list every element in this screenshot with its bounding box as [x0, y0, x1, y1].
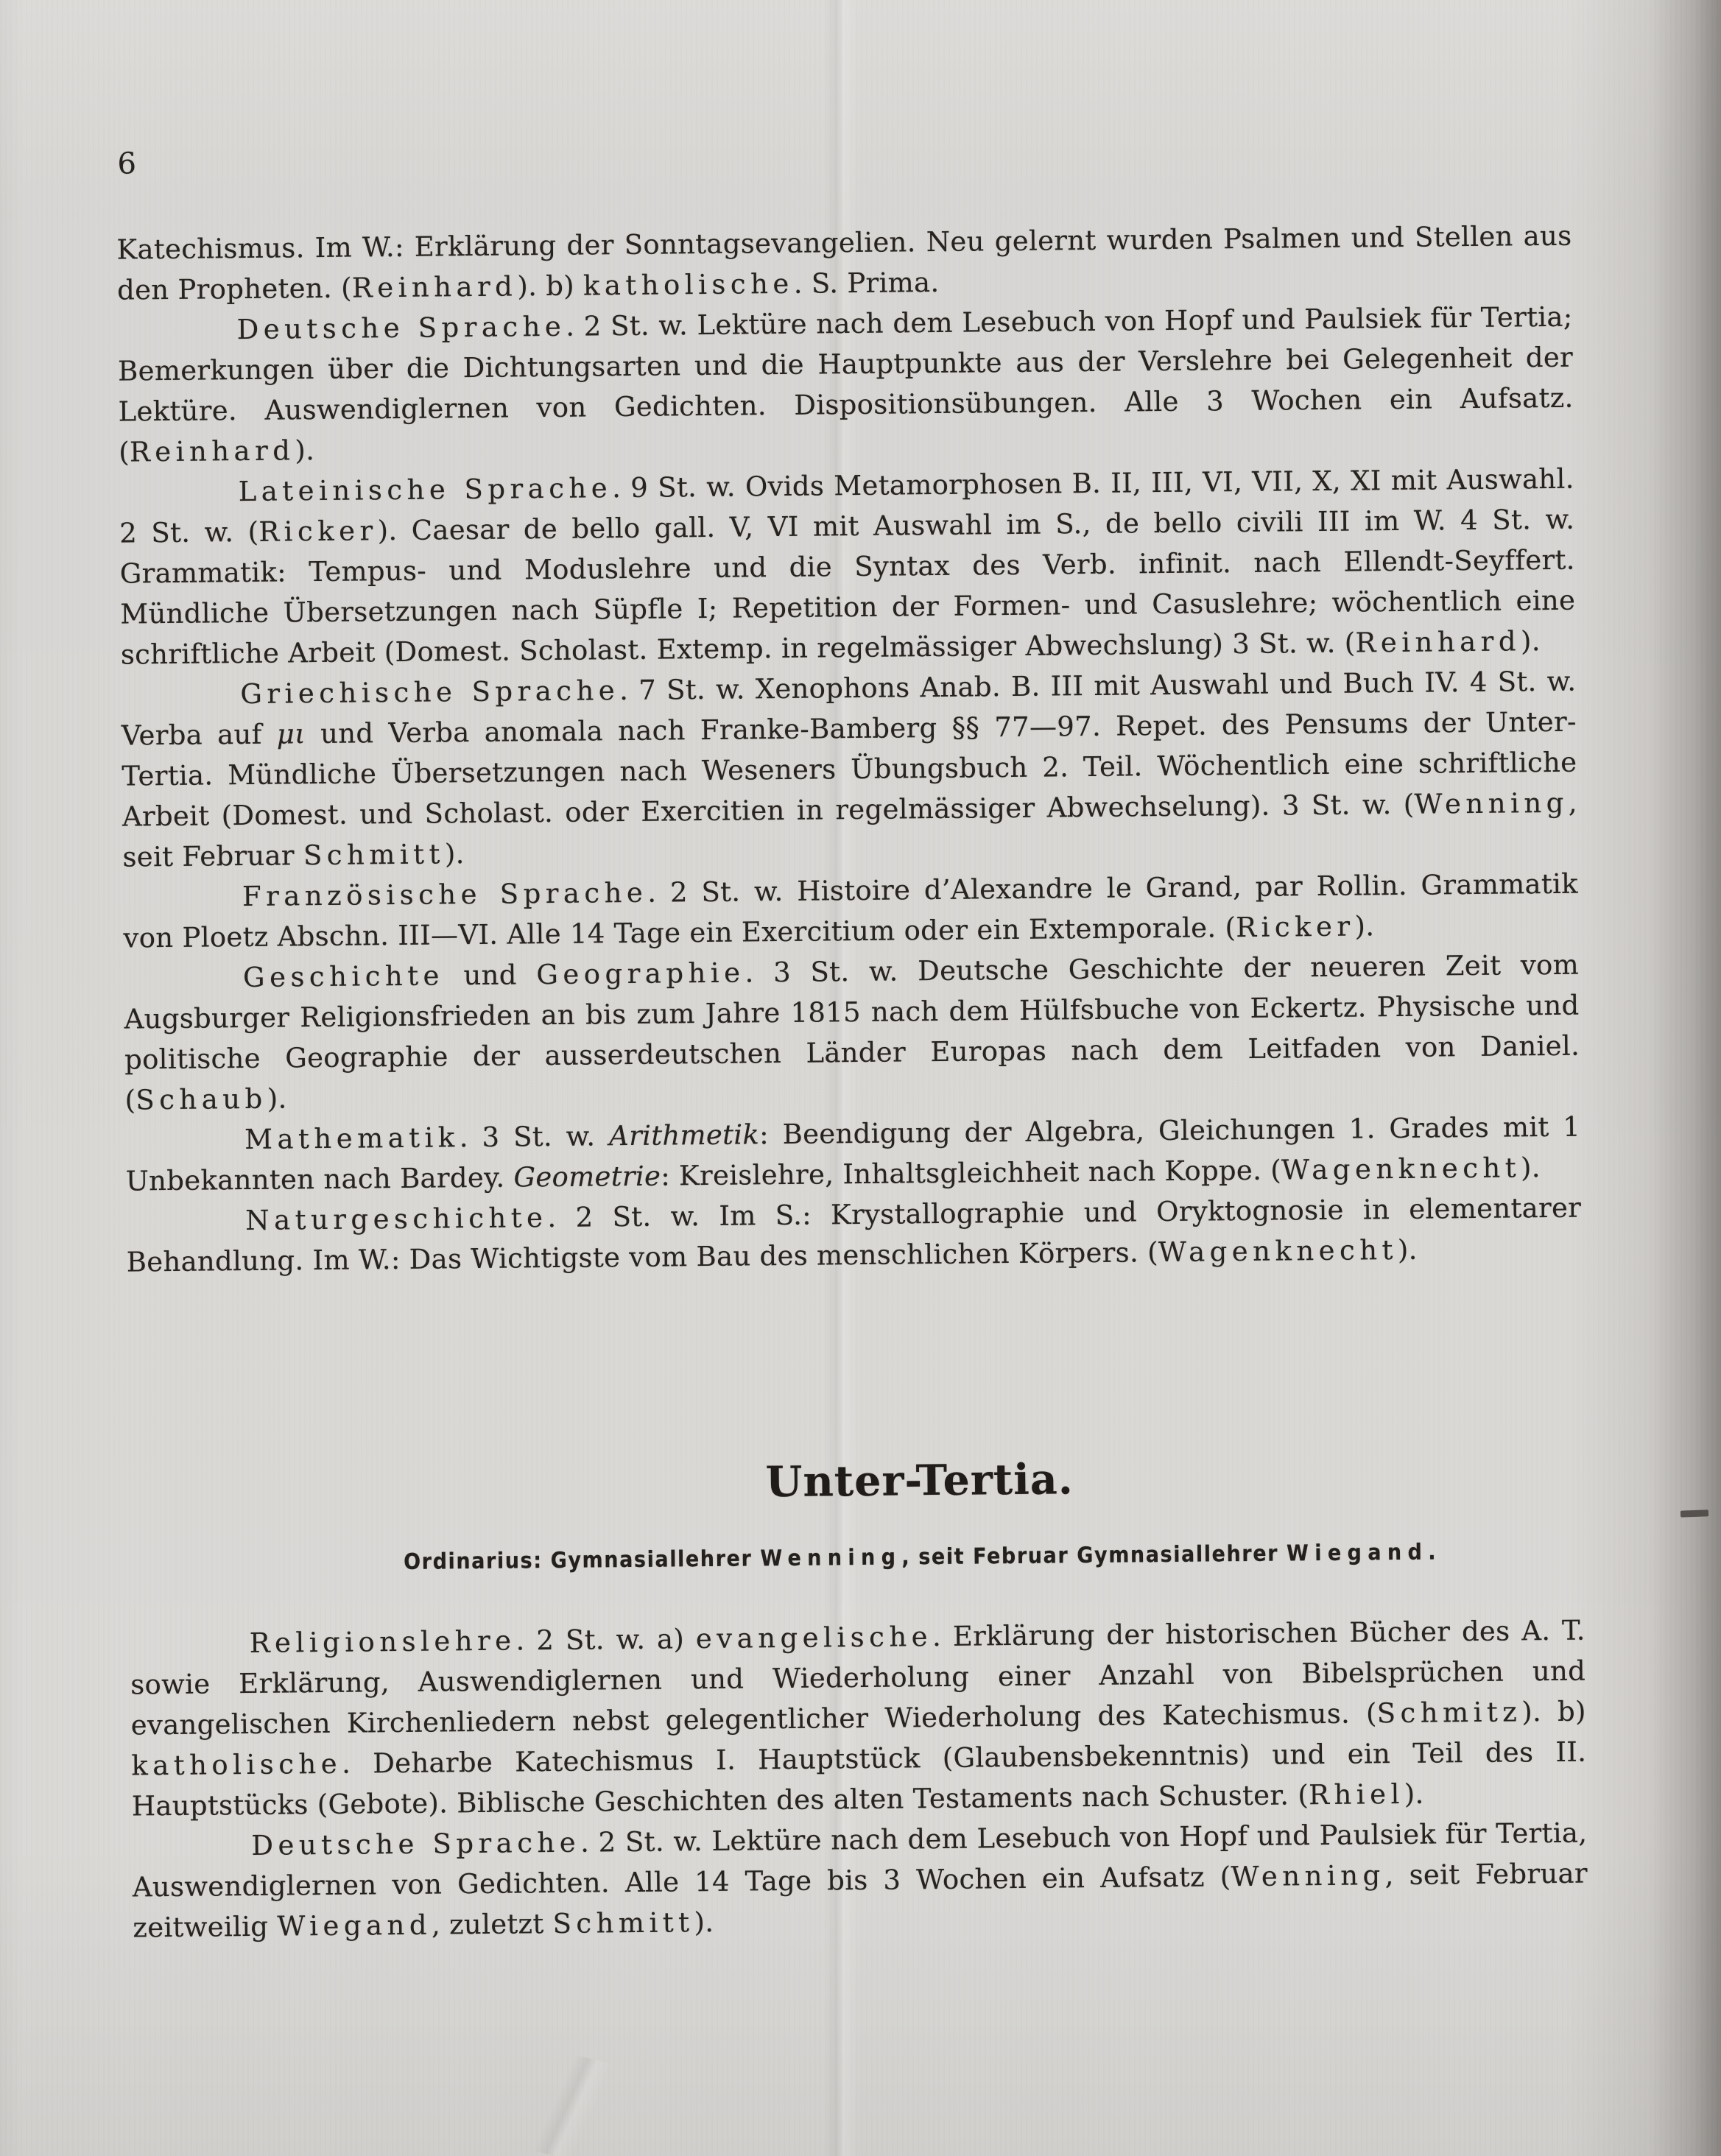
text-run: . 3 St. w.: [459, 1120, 610, 1154]
text-run: Katechismus. Im W.: Erklärung der Sonntagsevangelien. Neu gelernt wurden Psalmen und Stellen aus den Propheten. (: [116, 219, 1572, 306]
text-run: ).: [444, 838, 465, 870]
page-number: 6: [117, 147, 137, 181]
text-run: und Verba anomala nach Franke-Bamberg §§ 77—97. Repet. des Pensums der Unter-Tertia. Mündliche Übersetzungen nach Weseners Übungsbuch 2. Teil. Wöchentlich eine schriftliche Arbeit (Domest. und Scholast. oder Exercitien in regelmässiger Abwechselung). 3 St. w. (: [122, 705, 1577, 833]
text-run: ).: [1404, 1778, 1424, 1810]
text-run: Deutsche Sprache: [236, 310, 566, 346]
paragraph: [119, 459, 1576, 675]
text-run: . S. Prima.: [793, 266, 940, 300]
ordinarius-line: [193, 1537, 1648, 1577]
text-run: : Beendigung der Algebra, Gleichungen 1. Grades mit 1 Unbekannten nach Bardey.: [125, 1110, 1581, 1197]
paragraph: [117, 297, 1574, 473]
text-run: Naturgeschichte: [245, 1202, 548, 1237]
text-run: , seit Februar: [122, 786, 1578, 873]
text-run: Schmitt: [552, 1906, 694, 1940]
text-run: Wagenknecht: [1281, 1152, 1521, 1186]
text-run: . 2 St. w. Histoire d’Alexandre le Grand, par Rollin. Grammatik von Ploetz Abschn. III—VI. Alle 14 Tage ein Exercitium oder ein Extemporale. (: [123, 867, 1579, 954]
text-run: Französische Sprache: [242, 876, 648, 913]
section-heading: Unter-Tertia.: [765, 1454, 1074, 1507]
text-run: ).: [1520, 625, 1541, 658]
paragraph: [130, 1610, 1587, 1827]
text-run: Religionslehre: [249, 1624, 516, 1660]
text-run: μι: [276, 718, 306, 750]
text-run: Wagenknecht: [1158, 1234, 1398, 1269]
paragraph: [123, 864, 1579, 959]
text-run: ).: [1397, 1233, 1418, 1267]
text-run: .: [1428, 1539, 1437, 1565]
text-run: Schaub: [136, 1082, 267, 1116]
text-run: ). b): [517, 270, 584, 303]
text-run: Lateinische Sprache: [238, 472, 613, 508]
paragraph: [125, 1107, 1581, 1202]
text-run: . 3 St. w. Deutsche Geschichte der neueren Zeit vom Augsburger Religionsfrieden an bis zum Jahre 1815 nach dem Hülfsbuche von Eckertz. Physische und politische Geographie der ausserdeutschen Länder Europas nach dem Leitfaden von Daniel. (: [124, 948, 1580, 1116]
paragraph: [121, 661, 1578, 878]
paragraph: [124, 945, 1580, 1121]
text-run: Reinhard: [351, 270, 518, 304]
text-run: Reinhard: [129, 434, 295, 468]
text-run: Ricker: [258, 515, 378, 548]
text-run: . 7 St. w. Xenophons Anab. B. III mit Auswahl und Buch IV. 4 St. w. Verba auf: [121, 665, 1577, 752]
text-run: ).: [1520, 1152, 1541, 1184]
text-run: Ordinarius: Gymnasiallehrer: [404, 1546, 761, 1575]
paragraph: [126, 1188, 1582, 1283]
text-run: ).: [295, 434, 315, 467]
text-run: Mathematik: [244, 1121, 460, 1156]
top-text-block: [116, 216, 1582, 1283]
text-run: Reinhard: [1355, 625, 1521, 659]
text-run: , seit Februar zeitweilig: [133, 1857, 1588, 1944]
text-run: . 2 St. w. Lektüre nach dem Lesebuch von Hopf und Paulsiek für Tertia; Bemerkungen über die Dichtungsarten und die Hauptpunkte aus der Verslehre bei Gelegenheit der Lektüre. Auswendiglernen von Gedichten. Dispositionsübungen. Alle 3 Wochen ein Aufsatz. (: [117, 300, 1574, 468]
text-run: . 2 St. w. Lektüre nach dem Lesebuch von Hopf und Paulsiek für Tertia, Auswendiglernen von Gedichten. Alle 14 Tage bis 3 Wochen ein Aufsatz (: [132, 1817, 1588, 1903]
text-run: evangelische: [695, 1621, 933, 1655]
text-run: Wiegand: [1286, 1539, 1429, 1567]
text-run: : Kreislehre, Inhaltsgleichheit nach Koppe. (: [660, 1154, 1282, 1192]
edge-ink-mark: [1680, 1509, 1708, 1517]
paragraph: [132, 1813, 1588, 1948]
bottom-text-block: [130, 1610, 1588, 1948]
text-run: Deutsche Sprache: [251, 1826, 581, 1861]
text-run: , seit Februar Gymnasiallehrer: [901, 1540, 1287, 1571]
text-run: . 2 St. w. Im S.: Krystallographie und Oryktognosie in elementarer Behandlung. Im W.: Das Wichtigste vom Bau des menschlichen Körpers. (: [126, 1191, 1582, 1278]
text-run: katholische: [131, 1747, 342, 1782]
text-run: Wenning: [760, 1544, 902, 1572]
text-run: Schmitt: [303, 838, 446, 872]
text-run: Wiegand: [277, 1909, 432, 1942]
text-run: Schmitz: [1376, 1696, 1522, 1730]
text-run: , zuletzt: [431, 1908, 553, 1941]
text-run: . Erklärung der historischen Bücher des A. T. sowie Erklärung, Auswendiglernen und Wiederholung einer Anzahl von Bibelsprüchen und evangelischen Kirchenliedern nebst gelegentlicher Wiederholung des Katechismus. (: [130, 1614, 1586, 1741]
text-run: Geometrie: [513, 1160, 661, 1194]
text-run: Ricker: [1236, 910, 1355, 944]
text-run: ).: [694, 1906, 714, 1939]
text-run: ).: [267, 1082, 287, 1115]
text-run: Rhiel: [1308, 1778, 1404, 1811]
text-run: ). Caesar de bello gall. V, VI mit Auswahl im S., de bello civili III im W. 4 St. w. Grammatik: Tempus- und Moduslehre und die Syntax des Verb. infinit. nach Ellendt-Seyffert. Mündliche Übersetzungen nach Süpfle I; Repetition der Formen- und Casuslehre; wöchentlich eine schriftliche Arbeit (Domest. Scholast. Extemp. in regelmässiger Abwechslung) 3 St. w. (: [119, 503, 1576, 671]
text-run: ). b): [1521, 1695, 1586, 1728]
text-run: ).: [1354, 910, 1375, 943]
text-run: Geographie: [536, 957, 745, 991]
text-run: Geschichte: [242, 959, 445, 994]
text-run: und: [443, 959, 537, 992]
text-run: . 9 St. w. Ovids Metamorphosen B. II, III, VI, VII, X, XI mit Auswahl. 2 St. w. (: [119, 462, 1574, 549]
text-run: Wenning: [1414, 786, 1569, 820]
paragraph: [116, 216, 1572, 311]
text-run: . Deharbe Katechismus I. Hauptstück (Glaubensbekenntnis) und ein Teil des II. Hauptstücks (Gebote). Biblische Geschichten des alten Testaments nach Schuster. (: [131, 1736, 1587, 1822]
text-run: Wenning: [1231, 1859, 1385, 1893]
text-run: katholische: [583, 267, 794, 302]
text-run: Arithmetik: [608, 1118, 760, 1152]
text-run: . 2 St. w. a): [515, 1623, 697, 1657]
text-run: Griechische Sprache: [240, 674, 620, 711]
